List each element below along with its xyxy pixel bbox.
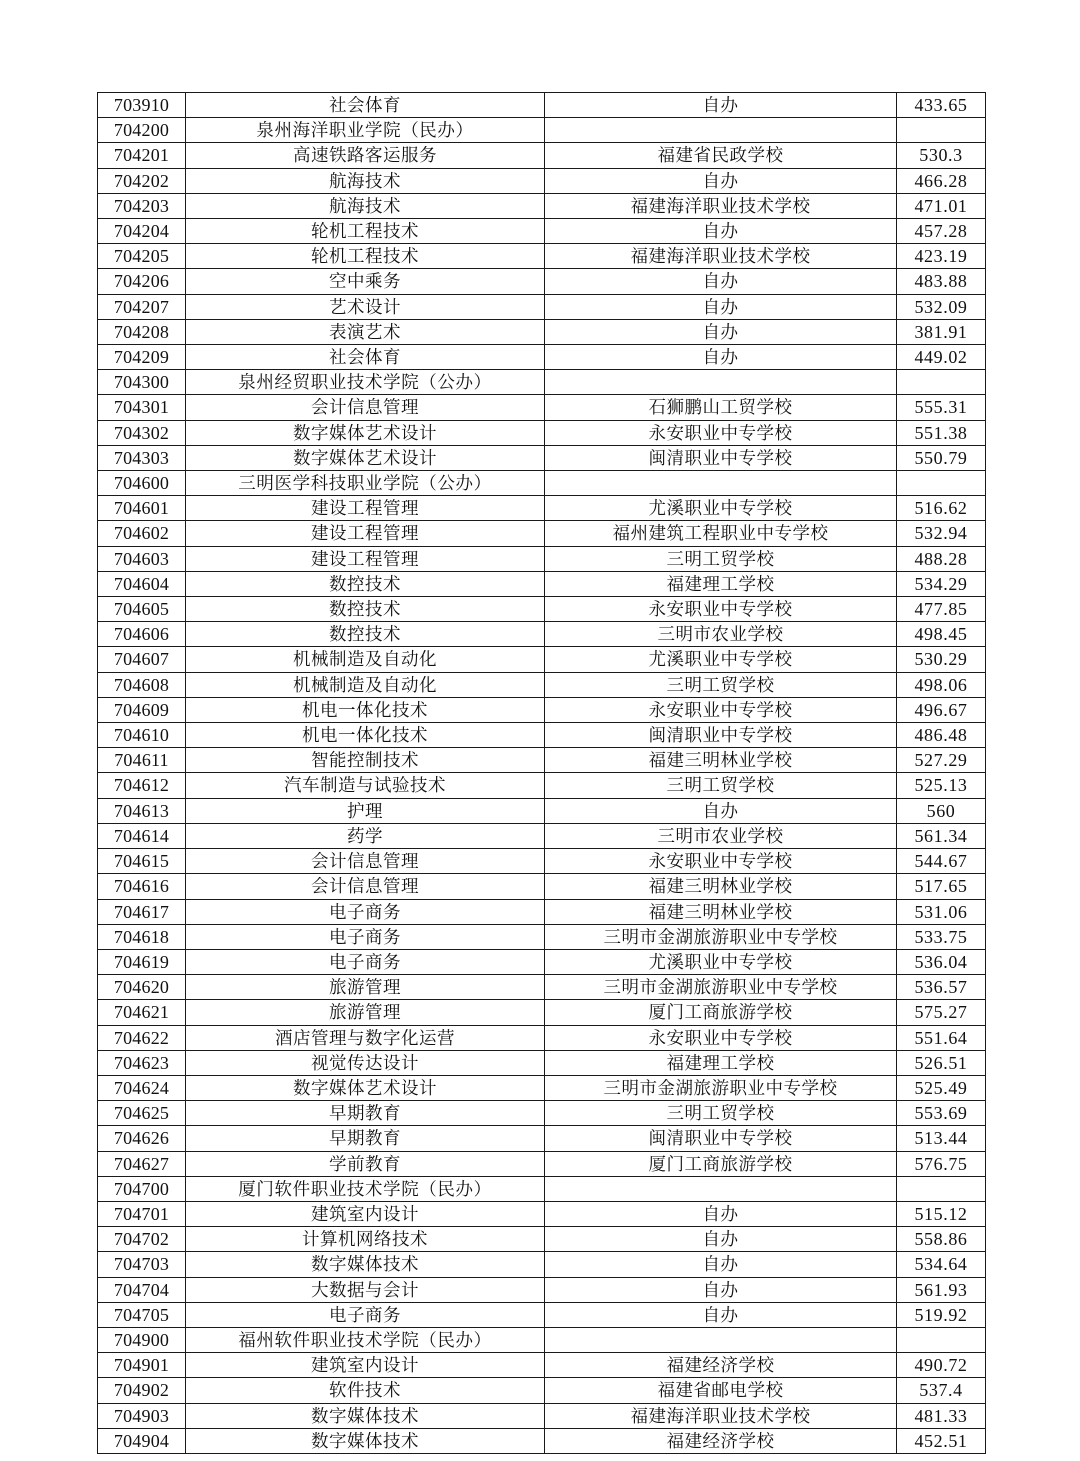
- cell-major: 电子商务: [186, 949, 545, 974]
- table-body: [98, 93, 986, 1454]
- cell-school: 福建理工学校: [545, 571, 897, 596]
- cell-code: 704702: [98, 1227, 186, 1252]
- cell-major: 空中乘务: [186, 269, 545, 294]
- cell-score: 488.28: [897, 546, 986, 571]
- cell-major: 数字媒体技术: [186, 1403, 545, 1428]
- cell-school: 永安职业中专学校: [545, 597, 897, 622]
- table-row: [98, 168, 986, 193]
- cell-score: [897, 370, 986, 395]
- cell-code: 704625: [98, 1101, 186, 1126]
- cell-code: 704704: [98, 1277, 186, 1302]
- cell-score: 466.28: [897, 168, 986, 193]
- cell-score: 534.64: [897, 1252, 986, 1277]
- table-row: [98, 93, 986, 118]
- table-row: [98, 1050, 986, 1075]
- table-row: [98, 319, 986, 344]
- cell-score: 561.34: [897, 823, 986, 848]
- cell-code: 704207: [98, 294, 186, 319]
- cell-code: 704200: [98, 118, 186, 143]
- cell-score: 452.51: [897, 1428, 986, 1453]
- cell-school: 福建海洋职业技术学校: [545, 244, 897, 269]
- cell-code: 704903: [98, 1403, 186, 1428]
- table-row: [98, 924, 986, 949]
- cell-school: 永安职业中专学校: [545, 849, 897, 874]
- cell-school: 福建海洋职业技术学校: [545, 1403, 897, 1428]
- table-row: [98, 1353, 986, 1378]
- cell-major: 会计信息管理: [186, 849, 545, 874]
- cell-major: 早期教育: [186, 1126, 545, 1151]
- cell-major: 旅游管理: [186, 975, 545, 1000]
- cell-school: 三明工贸学校: [545, 1101, 897, 1126]
- table-row: [98, 143, 986, 168]
- cell-score: 575.27: [897, 1000, 986, 1025]
- cell-major: 视觉传达设计: [186, 1050, 545, 1075]
- cell-score: 560: [897, 798, 986, 823]
- cell-code: 704303: [98, 445, 186, 470]
- cell-major: 数控技术: [186, 571, 545, 596]
- cell-school: 自办: [545, 219, 897, 244]
- cell-school: [545, 118, 897, 143]
- table-row: [98, 874, 986, 899]
- cell-code: 704608: [98, 672, 186, 697]
- cell-score: 498.06: [897, 672, 986, 697]
- cell-major: 电子商务: [186, 924, 545, 949]
- cell-major: 厦门软件职业技术学院（民办）: [186, 1176, 545, 1201]
- cell-school: 自办: [545, 1277, 897, 1302]
- cell-score: 530.29: [897, 647, 986, 672]
- cell-major: 机电一体化技术: [186, 723, 545, 748]
- cell-school: 三明市农业学校: [545, 622, 897, 647]
- cell-score: 532.94: [897, 521, 986, 546]
- cell-school: [545, 1327, 897, 1352]
- table-row: [98, 193, 986, 218]
- cell-code: 704206: [98, 269, 186, 294]
- cell-school: 石狮鹏山工贸学校: [545, 395, 897, 420]
- cell-school: [545, 370, 897, 395]
- cell-score: 449.02: [897, 345, 986, 370]
- cell-score: 531.06: [897, 899, 986, 924]
- admission-score-table: [97, 92, 986, 1454]
- cell-code: 704300: [98, 370, 186, 395]
- cell-school: 闽清职业中专学校: [545, 723, 897, 748]
- table-row: [98, 849, 986, 874]
- table-row: [98, 1302, 986, 1327]
- cell-school: 永安职业中专学校: [545, 420, 897, 445]
- cell-score: 537.4: [897, 1378, 986, 1403]
- cell-school: 福建海洋职业技术学校: [545, 193, 897, 218]
- table-row: [98, 1252, 986, 1277]
- cell-code: 704900: [98, 1327, 186, 1352]
- cell-major: 计算机网络技术: [186, 1227, 545, 1252]
- cell-school: [545, 471, 897, 496]
- cell-major: 软件技术: [186, 1378, 545, 1403]
- cell-school: 永安职业中专学校: [545, 1025, 897, 1050]
- cell-score: 551.64: [897, 1025, 986, 1050]
- cell-code: 704612: [98, 773, 186, 798]
- cell-code: 704209: [98, 345, 186, 370]
- cell-score: 496.67: [897, 697, 986, 722]
- cell-score: 477.85: [897, 597, 986, 622]
- cell-code: 704613: [98, 798, 186, 823]
- cell-score: 481.33: [897, 1403, 986, 1428]
- cell-school: 自办: [545, 168, 897, 193]
- cell-score: 532.09: [897, 294, 986, 319]
- table-row: [98, 1075, 986, 1100]
- table-row: [98, 395, 986, 420]
- cell-school: 自办: [545, 294, 897, 319]
- cell-score: 536.04: [897, 949, 986, 974]
- table-row: [98, 899, 986, 924]
- cell-score: 555.31: [897, 395, 986, 420]
- cell-school: 福州建筑工程职业中专学校: [545, 521, 897, 546]
- table-row: [98, 1151, 986, 1176]
- table-row: [98, 798, 986, 823]
- cell-score: 553.69: [897, 1101, 986, 1126]
- table-row: [98, 370, 986, 395]
- cell-school: 三明市金湖旅游职业中专学校: [545, 924, 897, 949]
- cell-major: 社会体育: [186, 345, 545, 370]
- cell-code: 704901: [98, 1353, 186, 1378]
- cell-code: 704614: [98, 823, 186, 848]
- cell-major: 数字媒体艺术设计: [186, 1075, 545, 1100]
- cell-code: 704622: [98, 1025, 186, 1050]
- cell-code: 704619: [98, 949, 186, 974]
- cell-major: 建设工程管理: [186, 521, 545, 546]
- table-row: [98, 420, 986, 445]
- table-row: [98, 1327, 986, 1352]
- cell-score: 515.12: [897, 1201, 986, 1226]
- cell-score: 516.62: [897, 496, 986, 521]
- cell-major: 数字媒体技术: [186, 1252, 545, 1277]
- table-row: [98, 269, 986, 294]
- cell-school: 自办: [545, 1302, 897, 1327]
- cell-major: 酒店管理与数字化运营: [186, 1025, 545, 1050]
- cell-school: 自办: [545, 93, 897, 118]
- cell-school: 自办: [545, 319, 897, 344]
- cell-school: 三明工贸学校: [545, 773, 897, 798]
- cell-code: 704700: [98, 1176, 186, 1201]
- cell-code: 704201: [98, 143, 186, 168]
- cell-school: 三明市农业学校: [545, 823, 897, 848]
- cell-major: 护理: [186, 798, 545, 823]
- table-row: [98, 1403, 986, 1428]
- cell-code: 704605: [98, 597, 186, 622]
- cell-score: 561.93: [897, 1277, 986, 1302]
- cell-major: 建筑室内设计: [186, 1353, 545, 1378]
- cell-code: 704617: [98, 899, 186, 924]
- cell-code: 704202: [98, 168, 186, 193]
- cell-score: 498.45: [897, 622, 986, 647]
- cell-major: 大数据与会计: [186, 1277, 545, 1302]
- cell-school: 福建理工学校: [545, 1050, 897, 1075]
- cell-school: 三明工贸学校: [545, 546, 897, 571]
- table-row: [98, 345, 986, 370]
- cell-code: 704701: [98, 1201, 186, 1226]
- table-row: [98, 823, 986, 848]
- cell-score: 483.88: [897, 269, 986, 294]
- cell-code: 703910: [98, 93, 186, 118]
- cell-score: 527.29: [897, 748, 986, 773]
- cell-score: 525.13: [897, 773, 986, 798]
- table-row: [98, 748, 986, 773]
- table-row: [98, 1378, 986, 1403]
- cell-major: 数字媒体艺术设计: [186, 445, 545, 470]
- table-row: [98, 1227, 986, 1252]
- cell-code: 704609: [98, 697, 186, 722]
- table-row: [98, 1025, 986, 1050]
- cell-code: 704600: [98, 471, 186, 496]
- cell-major: 高速铁路客运服务: [186, 143, 545, 168]
- table-row: [98, 672, 986, 697]
- cell-major: 数字媒体艺术设计: [186, 420, 545, 445]
- cell-score: 530.3: [897, 143, 986, 168]
- table-row: [98, 723, 986, 748]
- cell-major: 建设工程管理: [186, 546, 545, 571]
- table-row: [98, 597, 986, 622]
- cell-major: 建筑室内设计: [186, 1201, 545, 1226]
- cell-major: 智能控制技术: [186, 748, 545, 773]
- cell-major: 机械制造及自动化: [186, 672, 545, 697]
- cell-code: 704607: [98, 647, 186, 672]
- table-row: [98, 118, 986, 143]
- cell-code: 704627: [98, 1151, 186, 1176]
- cell-score: 486.48: [897, 723, 986, 748]
- table-row: [98, 244, 986, 269]
- cell-school: 闽清职业中专学校: [545, 1126, 897, 1151]
- cell-score: 471.01: [897, 193, 986, 218]
- cell-major: 学前教育: [186, 1151, 545, 1176]
- cell-major: 汽车制造与试验技术: [186, 773, 545, 798]
- cell-score: [897, 471, 986, 496]
- cell-major: 轮机工程技术: [186, 219, 545, 244]
- cell-code: 704621: [98, 1000, 186, 1025]
- table-row: [98, 219, 986, 244]
- cell-school: 闽清职业中专学校: [545, 445, 897, 470]
- cell-code: 704616: [98, 874, 186, 899]
- table-row: [98, 949, 986, 974]
- cell-score: 525.49: [897, 1075, 986, 1100]
- cell-score: 526.51: [897, 1050, 986, 1075]
- cell-school: 福建省邮电学校: [545, 1378, 897, 1403]
- cell-score: [897, 1327, 986, 1352]
- cell-score: 490.72: [897, 1353, 986, 1378]
- cell-score: 519.92: [897, 1302, 986, 1327]
- table-row: [98, 496, 986, 521]
- cell-major: 会计信息管理: [186, 395, 545, 420]
- table-row: [98, 975, 986, 1000]
- cell-major: 航海技术: [186, 168, 545, 193]
- table-row: [98, 1000, 986, 1025]
- table-row: [98, 445, 986, 470]
- cell-major: 航海技术: [186, 193, 545, 218]
- cell-score: [897, 118, 986, 143]
- cell-score: 576.75: [897, 1151, 986, 1176]
- table-row: [98, 1176, 986, 1201]
- cell-code: 704620: [98, 975, 186, 1000]
- cell-major: 机械制造及自动化: [186, 647, 545, 672]
- cell-major: 建设工程管理: [186, 496, 545, 521]
- cell-major: 三明医学科技职业学院（公办）: [186, 471, 545, 496]
- cell-school: 三明市金湖旅游职业中专学校: [545, 975, 897, 1000]
- cell-school: 尤溪职业中专学校: [545, 496, 897, 521]
- cell-school: 尤溪职业中专学校: [545, 949, 897, 974]
- cell-score: 513.44: [897, 1126, 986, 1151]
- cell-code: 704601: [98, 496, 186, 521]
- table-row: [98, 1428, 986, 1453]
- cell-major: 表演艺术: [186, 319, 545, 344]
- cell-code: 704602: [98, 521, 186, 546]
- cell-school: 福建三明林业学校: [545, 874, 897, 899]
- cell-school: 自办: [545, 1227, 897, 1252]
- cell-school: 自办: [545, 1252, 897, 1277]
- cell-code: 704705: [98, 1302, 186, 1327]
- table-row: [98, 1277, 986, 1302]
- cell-school: 厦门工商旅游学校: [545, 1000, 897, 1025]
- cell-school: 厦门工商旅游学校: [545, 1151, 897, 1176]
- cell-major: 药学: [186, 823, 545, 848]
- table-row: [98, 622, 986, 647]
- cell-score: 433.65: [897, 93, 986, 118]
- cell-major: 会计信息管理: [186, 874, 545, 899]
- cell-school: 福建省民政学校: [545, 143, 897, 168]
- cell-major: 早期教育: [186, 1101, 545, 1126]
- cell-code: 704615: [98, 849, 186, 874]
- cell-code: 704902: [98, 1378, 186, 1403]
- cell-score: 551.38: [897, 420, 986, 445]
- cell-school: 自办: [545, 345, 897, 370]
- table-row: [98, 1101, 986, 1126]
- cell-code: 704603: [98, 546, 186, 571]
- cell-code: 704302: [98, 420, 186, 445]
- cell-code: 704624: [98, 1075, 186, 1100]
- cell-school: [545, 1176, 897, 1201]
- cell-major: 福州软件职业技术学院（民办）: [186, 1327, 545, 1352]
- table-row: [98, 647, 986, 672]
- cell-major: 机电一体化技术: [186, 697, 545, 722]
- cell-score: 457.28: [897, 219, 986, 244]
- cell-school: 自办: [545, 798, 897, 823]
- cell-school: 永安职业中专学校: [545, 697, 897, 722]
- cell-major: 电子商务: [186, 899, 545, 924]
- cell-code: 704611: [98, 748, 186, 773]
- cell-major: 数控技术: [186, 597, 545, 622]
- cell-code: 704623: [98, 1050, 186, 1075]
- cell-code: 704203: [98, 193, 186, 218]
- cell-school: 自办: [545, 1201, 897, 1226]
- table-row: [98, 294, 986, 319]
- cell-code: 704606: [98, 622, 186, 647]
- cell-code: 704610: [98, 723, 186, 748]
- table-row: [98, 571, 986, 596]
- cell-school: 福建经济学校: [545, 1428, 897, 1453]
- cell-major: 泉州经贸职业技术学院（公办）: [186, 370, 545, 395]
- cell-code: 704618: [98, 924, 186, 949]
- cell-school: 自办: [545, 269, 897, 294]
- cell-school: 三明工贸学校: [545, 672, 897, 697]
- cell-code: 704205: [98, 244, 186, 269]
- cell-code: 704904: [98, 1428, 186, 1453]
- cell-score: 423.19: [897, 244, 986, 269]
- table-row: [98, 773, 986, 798]
- cell-major: 艺术设计: [186, 294, 545, 319]
- cell-score: 536.57: [897, 975, 986, 1000]
- cell-code: 704703: [98, 1252, 186, 1277]
- table-row: [98, 521, 986, 546]
- cell-code: 704301: [98, 395, 186, 420]
- table-row: [98, 471, 986, 496]
- cell-score: [897, 1176, 986, 1201]
- cell-score: 517.65: [897, 874, 986, 899]
- cell-score: 381.91: [897, 319, 986, 344]
- cell-school: 福建三明林业学校: [545, 748, 897, 773]
- cell-school: 福建三明林业学校: [545, 899, 897, 924]
- cell-score: 550.79: [897, 445, 986, 470]
- cell-major: 旅游管理: [186, 1000, 545, 1025]
- cell-code: 704204: [98, 219, 186, 244]
- cell-code: 704208: [98, 319, 186, 344]
- cell-school: 三明市金湖旅游职业中专学校: [545, 1075, 897, 1100]
- cell-code: 704604: [98, 571, 186, 596]
- table-row: [98, 697, 986, 722]
- cell-score: 558.86: [897, 1227, 986, 1252]
- cell-major: 数字媒体技术: [186, 1428, 545, 1453]
- cell-score: 544.67: [897, 849, 986, 874]
- cell-major: 社会体育: [186, 93, 545, 118]
- table-row: [98, 546, 986, 571]
- cell-major: 电子商务: [186, 1302, 545, 1327]
- cell-score: 534.29: [897, 571, 986, 596]
- cell-school: 尤溪职业中专学校: [545, 647, 897, 672]
- cell-school: 福建经济学校: [545, 1353, 897, 1378]
- table-row: [98, 1201, 986, 1226]
- cell-major: 轮机工程技术: [186, 244, 545, 269]
- table-row: [98, 1126, 986, 1151]
- cell-major: 数控技术: [186, 622, 545, 647]
- cell-score: 533.75: [897, 924, 986, 949]
- cell-major: 泉州海洋职业学院（民办）: [186, 118, 545, 143]
- cell-code: 704626: [98, 1126, 186, 1151]
